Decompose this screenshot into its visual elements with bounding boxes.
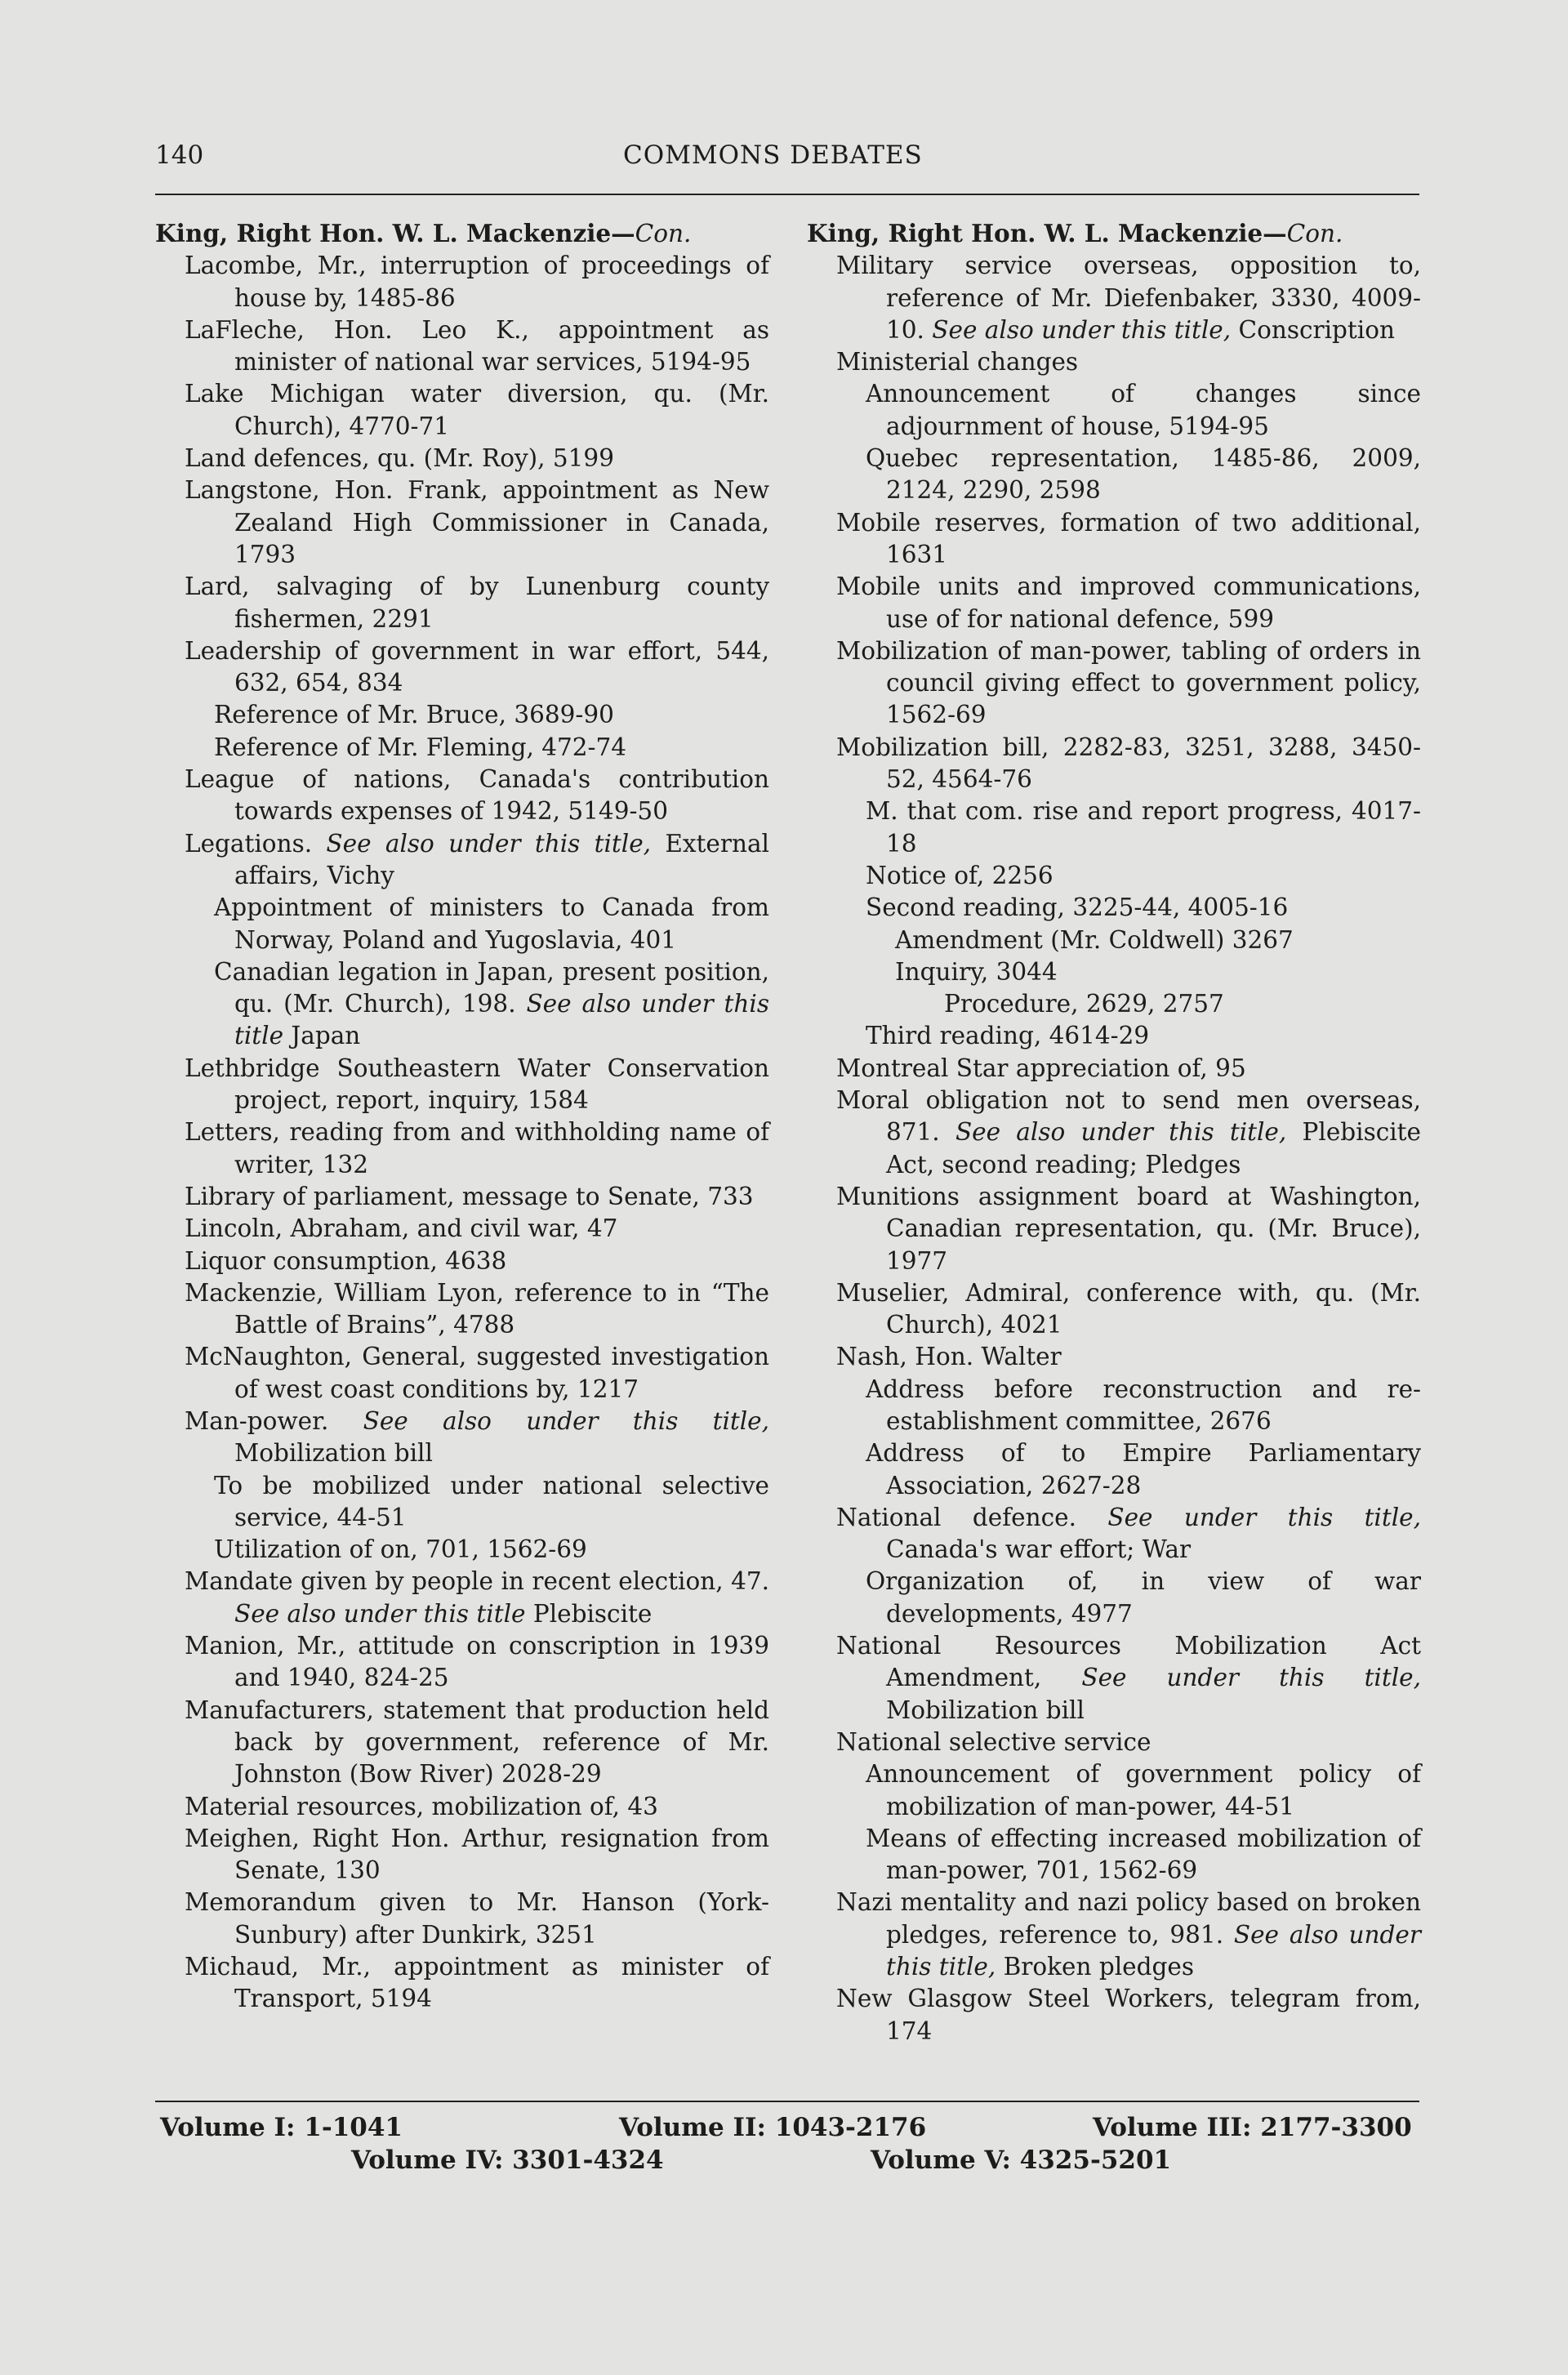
- index-entry: [807, 956, 1421, 988]
- volume-2-range: Volume II: 1043-2176: [619, 2113, 927, 2142]
- index-entry: [155, 475, 769, 571]
- entry-text: Letters, reading from and withholding name of writer, 132: [185, 1118, 769, 1179]
- entry-text: Address before reconstruction and re-establishment committee, 2676: [866, 1375, 1421, 1435]
- index-entry: [155, 443, 769, 475]
- entry-text: Announcement of government policy of mobilization of man-power, 44-51: [866, 1760, 1421, 1820]
- entry-text: M. that com. rise and report progress, 4017-18: [866, 797, 1421, 858]
- entry-text: Mobile units and improved communications, use of for national defence, 599: [836, 573, 1421, 633]
- index-entry: [807, 571, 1421, 635]
- index-entry: [807, 635, 1421, 732]
- index-entry: [807, 1823, 1421, 1887]
- cross-reference: See also under this title: [234, 1599, 526, 1628]
- entry-text: Lincoln, Abraham, and civil war, 47: [185, 1214, 618, 1243]
- index-entry: [155, 1245, 769, 1277]
- index-entry: [155, 892, 769, 956]
- entry-text: Langstone, Hon. Frank, appointment as New Zealand High Commissioner in Canada, 1793: [185, 476, 769, 568]
- index-entry: [155, 1341, 769, 1406]
- index-entry: [155, 1566, 769, 1630]
- index-entry: [155, 1791, 769, 1823]
- heading-name: King, Right Hon. W. L. Mackenzie—: [155, 219, 635, 247]
- right-column: [807, 217, 1421, 2047]
- index-entry: [807, 988, 1421, 1020]
- index-entry: [807, 1277, 1421, 1342]
- entry-text: Amendment (Mr. Coldwell) 3267: [895, 925, 1294, 954]
- entry-text: Quebec representation, 1485-86, 2009, 2124, 2290, 2598: [866, 444, 1421, 505]
- entry-text: Mobilization bill: [886, 1695, 1085, 1724]
- index-entry: [807, 925, 1421, 956]
- header-rule: [155, 194, 1419, 195]
- index-entry: [155, 1887, 769, 1951]
- entry-text: Utilization of on, 701, 1562-69: [214, 1535, 587, 1564]
- entry-text: Mandate given by people in recent election, 47.: [185, 1567, 769, 1596]
- index-entry: [155, 1406, 769, 1470]
- entry-text: Lard, salvaging of by Lunenburg county fishermen, 2291: [185, 573, 769, 633]
- index-entry: [155, 1823, 769, 1887]
- entry-text: Library of parliament, message to Senate, 733: [185, 1182, 754, 1210]
- entry-text: Liquor consumption, 4638: [185, 1246, 507, 1275]
- index-entry: [155, 1695, 769, 1791]
- index-entry: [807, 732, 1421, 796]
- index-entry: [155, 1053, 769, 1117]
- entry-text: Inquiry, 3044: [895, 957, 1058, 986]
- volume-5-range: Volume V: 4325-5201: [871, 2146, 1172, 2175]
- heading-name: King, Right Hon. W. L. Mackenzie—: [807, 219, 1287, 247]
- entry-text: Reference of Mr. Fleming, 472-74: [214, 733, 627, 761]
- entry-text: Land defences, qu. (Mr. Roy), 5199: [185, 444, 614, 473]
- heading-suffix: Con.: [1286, 220, 1343, 247]
- index-entry: [807, 1758, 1421, 1823]
- index-entry: [807, 1374, 1421, 1438]
- index-entry: [155, 956, 769, 1053]
- cross-reference: See also under this title,: [363, 1406, 770, 1435]
- column-heading: [155, 217, 769, 250]
- entry-text: Manufacturers, statement that production held back by government, reference of Mr. Johnston (Bow River) 2028-29: [185, 1695, 769, 1789]
- entry-text: League of nations, Canada's contribution towards expenses of 1942, 5149-50: [185, 765, 769, 826]
- entry-text: National Resources Mobilization Act Amendment,: [836, 1632, 1421, 1692]
- entry-text: Canada's war effort; War: [886, 1535, 1192, 1564]
- index-entry: [807, 1727, 1421, 1758]
- entry-text: National selective service: [836, 1727, 1152, 1756]
- cross-reference: See under this title,: [1081, 1664, 1421, 1692]
- entry-text: Broken pledges: [996, 1953, 1195, 1981]
- entry-text: Man-power.: [185, 1406, 363, 1435]
- index-entry: [155, 571, 769, 635]
- entry-text: Canadian legation in Japan, present position, qu. (Mr. Church), 198.: [214, 957, 769, 1018]
- entry-text: Procedure, 2629, 2757: [944, 990, 1224, 1018]
- entry-text: Plebiscite Act, second reading; Pledges: [886, 1118, 1421, 1179]
- index-entry: [807, 1437, 1421, 1502]
- entry-text: Organization of, in view of war developments, 4977: [866, 1567, 1421, 1628]
- entry-text: McNaughton, General, suggested investigation of west coast conditions by, 1217: [185, 1343, 769, 1403]
- entry-text: Michaud, Mr., appointment as minister of Transport, 5194: [185, 1953, 769, 2013]
- entry-text: Manion, Mr., attitude on conscription in 1939 and 1940, 824-25: [185, 1632, 769, 1692]
- cross-reference: See also under this title,: [886, 1920, 1421, 1981]
- entry-text: Material resources, mobilization of, 43: [185, 1792, 658, 1820]
- index-entry: [155, 1116, 769, 1181]
- index-entry: [807, 1053, 1421, 1085]
- entry-text: Means of effecting increased mobilization of man-power, 701, 1562-69: [866, 1824, 1421, 1885]
- cross-reference: See also under this title,: [955, 1118, 1287, 1147]
- entry-text: New Glasgow Steel Workers, telegram from, 174: [836, 1985, 1421, 2045]
- index-entry: [807, 507, 1421, 572]
- entry-text: Notice of, 2256: [866, 861, 1054, 889]
- entry-text: To be mobilized under national selective service, 44-51: [214, 1471, 769, 1531]
- index-entry: [155, 732, 769, 764]
- entry-text: External affairs, Vichy: [234, 829, 769, 889]
- index-entry: [155, 828, 769, 893]
- entry-text: Third reading, 4614-29: [866, 1022, 1150, 1050]
- running-head: COMMONS DEBATES: [623, 140, 923, 170]
- entry-text: Plebiscite: [525, 1599, 653, 1628]
- volume-3-range: Volume III: 2177-3300: [1093, 2113, 1412, 2142]
- index-entry: [155, 1277, 769, 1342]
- entry-text: LaFleche, Hon. Leo K., appointment as minister of national war services, 5194-95: [185, 315, 769, 377]
- index-entry: [807, 1181, 1421, 1277]
- index-entry: [155, 314, 769, 379]
- index-entry: [155, 699, 769, 731]
- heading-suffix: Con.: [635, 220, 692, 247]
- entry-text: Mobilization of man-power, tabling of orders in council giving effect to government policy, 1562-69: [836, 636, 1421, 729]
- index-entry: [807, 1341, 1421, 1373]
- index-entry: [807, 860, 1421, 892]
- column-heading: [807, 217, 1421, 250]
- volume-1-range: Volume I: 1-1041: [160, 2113, 403, 2142]
- entry-text: Mackenzie, William Lyon, reference to in “The Battle of Brains”, 4788: [185, 1278, 769, 1339]
- entry-text: Announcement of changes since adjournment of house, 5194-95: [866, 380, 1421, 440]
- entry-text: Lethbridge Southeastern Water Conservation project, report, inquiry, 1584: [185, 1054, 769, 1115]
- index-entry: [807, 1887, 1421, 1983]
- index-entry: [807, 346, 1421, 378]
- index-entry: [155, 1181, 769, 1213]
- index-entry: [807, 443, 1421, 507]
- page-number: 140: [155, 140, 204, 170]
- entry-text: Muselier, Admiral, conference with, qu. (Mr. Church), 4021: [836, 1278, 1421, 1339]
- cross-reference: See under this title,: [1107, 1503, 1421, 1531]
- entry-text: Mobile reserves, formation of two additional, 1631: [836, 508, 1421, 568]
- index-entry: [807, 1566, 1421, 1630]
- index-entry: [807, 1630, 1421, 1727]
- entry-text: Japan: [283, 1022, 361, 1050]
- index-entry: [807, 1983, 1421, 2047]
- entry-text: Military service overseas, opposition to, reference of Mr. Diefenbaker, 3330, 4009-10.: [836, 252, 1421, 344]
- cross-reference: See also under this title,: [932, 315, 1232, 344]
- entry-text: Conscription: [1231, 315, 1395, 344]
- entry-text: Montreal Star appreciation of, 95: [836, 1054, 1246, 1082]
- index-entry: [807, 250, 1421, 346]
- index-entry: [155, 1213, 769, 1245]
- entry-text: Second reading, 3225-44, 4005-16: [866, 893, 1289, 922]
- entry-text: Meighen, Right Hon. Arthur, resignation from Senate, 130: [185, 1824, 769, 1885]
- index-entry: [155, 1630, 769, 1695]
- index-entry: [807, 378, 1421, 443]
- cross-reference: See also under this title: [234, 990, 769, 1050]
- entry-text: Legations.: [185, 829, 327, 858]
- entry-text: Mobilization bill, 2282-83, 3251, 3288, 3450-52, 4564-76: [836, 733, 1421, 794]
- index-entry: [155, 764, 769, 828]
- entry-text: Nazi mentality and nazi policy based on broken pledges, reference to, 981.: [836, 1888, 1421, 1949]
- entry-text: Appointment of ministers to Canada from Norway, Poland and Yugoslavia, 401: [214, 893, 769, 954]
- entry-text: Moral obligation not to send men overseas, 871.: [836, 1086, 1421, 1147]
- index-entry: [807, 892, 1421, 924]
- index-entry: [155, 250, 769, 314]
- index-entry: [807, 795, 1421, 860]
- entry-text: Nash, Hon. Walter: [836, 1343, 1062, 1371]
- index-entry: [155, 378, 769, 443]
- volume-4-range: Volume IV: 3301-4324: [351, 2146, 664, 2175]
- entry-text: Lake Michigan water diversion, qu. (Mr. Church), 4770-71: [185, 380, 769, 440]
- index-entry: [155, 1534, 769, 1566]
- index-entry: [155, 635, 769, 700]
- cross-reference: See also under this title,: [326, 829, 652, 858]
- index-entry: [807, 1502, 1421, 1566]
- entry-text: Memorandum given to Mr. Hanson (York-Sunbury) after Dunkirk, 3251: [185, 1888, 769, 1949]
- entry-text: Reference of Mr. Bruce, 3689-90: [214, 701, 614, 729]
- entry-text: Lacombe, Mr., interruption of proceedings of house by, 1485-86: [185, 252, 769, 312]
- index-entry: [807, 1085, 1421, 1181]
- entry-text: Mobilization bill: [234, 1439, 433, 1468]
- entry-text: Address of to Empire Parliamentary Association, 2627-28: [866, 1439, 1421, 1499]
- index-entry: [155, 1470, 769, 1535]
- footer-rule: [155, 2101, 1419, 2102]
- entry-text: Ministerial changes: [836, 348, 1079, 377]
- index-entry: [155, 1951, 769, 2016]
- entry-text: National defence.: [836, 1503, 1108, 1531]
- left-column: [155, 217, 769, 2016]
- entry-text: Munitions assignment board at Washington, Canadian representation, qu. (Mr. Bruce), 1977: [836, 1182, 1421, 1275]
- entry-text: Leadership of government in war effort, 544, 632, 654, 834: [185, 636, 769, 697]
- index-entry: [807, 1020, 1421, 1052]
